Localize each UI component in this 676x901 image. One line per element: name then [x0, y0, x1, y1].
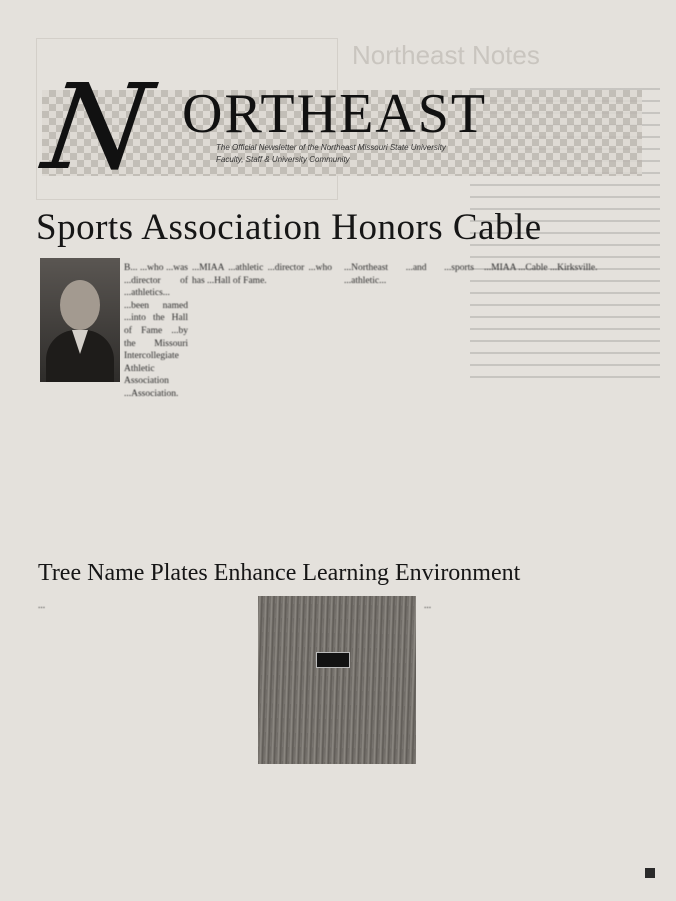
masthead-title: ORTHEAST [182, 83, 488, 145]
masthead [34, 58, 644, 196]
bleed-through-header: Northeast Notes [352, 40, 540, 70]
masthead-subtitle-line1: The Official Newsletter of the Northeast Missouri State University [216, 143, 446, 152]
masthead-subtitle [216, 142, 516, 166]
article1-col4: ...MIAA ...Cable ...Kirksville. [484, 263, 598, 273]
article1-col3: ...Northeast ...and ...sports ...athletic... [344, 263, 474, 286]
end-mark-icon [642, 865, 658, 881]
tree-name-plate [316, 652, 350, 668]
article2-photo [258, 596, 416, 764]
article2-col1: ... [38, 601, 46, 611]
article2-headline: Tree Name Plates Enhance Learning Environment [38, 560, 521, 586]
masthead-subtitle-line2: Faculty, Staff & University Community [216, 155, 350, 164]
article1-headline: Sports Association Honors Cable [36, 207, 542, 248]
article1-col2: ...MIAA ...athletic ...director ...who has ...Hall of Fame. [192, 263, 332, 286]
article1-col1: B... ...who ...was ...director of ...athletics... ...been named ...into the Hall of Fame ...by the Missouri Intercollegiate Athletic Association ...Association. [124, 263, 188, 399]
portrait-face [60, 280, 100, 330]
article2-col2: ... [424, 601, 432, 611]
masthead-initial: N [36, 58, 159, 196]
article1-photo [40, 258, 120, 382]
